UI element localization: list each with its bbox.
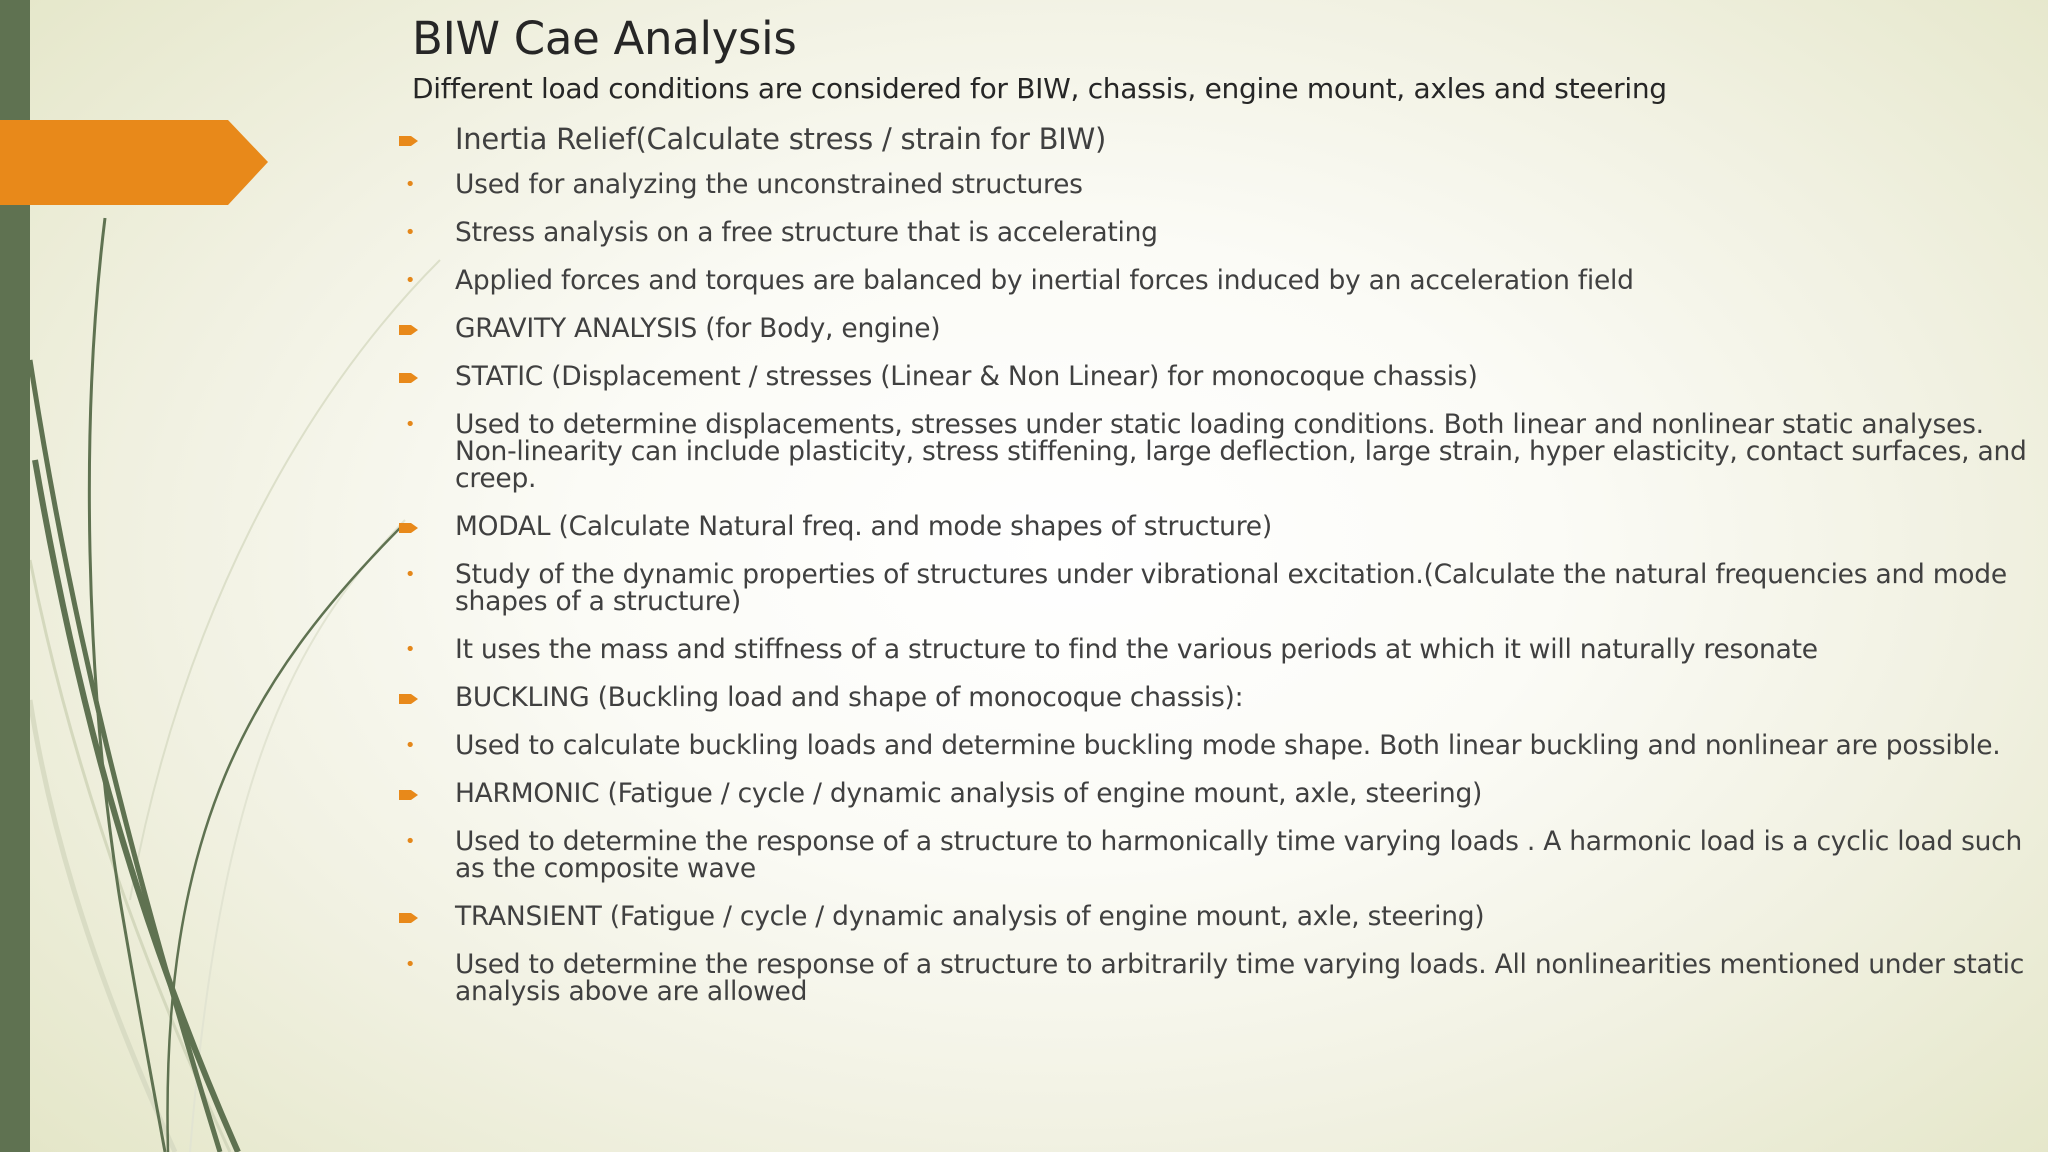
list-item: • Stress analysis on a free structure that is accelerating (390, 219, 2030, 246)
list-item: TRANSIENT (Fatigue / cycle / dynamic analysis of engine mount, axle, steering) (390, 903, 2030, 930)
arrow-bullet-icon (399, 372, 419, 384)
list-item: • It uses the mass and stiffness of a structure to find the various periods at which it will naturally resonate (390, 636, 2030, 663)
list-item: • Used for analyzing the unconstrained structures (390, 171, 2030, 198)
arrow-bullet-icon (399, 789, 419, 801)
arrow-bullet-icon (399, 324, 419, 336)
orange-arrow-tab (0, 120, 270, 205)
arrow-bullet-icon (399, 135, 419, 147)
list-item: • Used to determine displacements, stresses under static loading conditions. Both linear and nonlinear static analyses. Non-linearity can include plasticity, stress stiffening, large deflection, large strain, hyper elasticity, contact surfaces, and creep. (390, 411, 2030, 492)
list-item: • Used to determine the response of a structure to arbitrarily time varying loads. All nonlinearities mentioned under static analysis above are allowed (390, 951, 2030, 1005)
arrow-bullet-icon (399, 522, 419, 534)
bullet-list (390, 122, 2030, 1007)
slide-subtitle: Different load conditions are considered for BIW, chassis, engine mount, axles and steering (412, 72, 1667, 105)
dot-bullet-icon: • (404, 270, 416, 291)
dot-bullet-icon: • (404, 564, 416, 585)
dot-bullet-icon: • (404, 414, 416, 435)
list-item: Inertia Relief(Calculate stress / strain for BIW) (390, 126, 2030, 153)
list-item: BUCKLING (Buckling load and shape of monocoque chassis): (390, 684, 2030, 711)
slide-title: BIW Cae Analysis (412, 12, 797, 65)
arrow-bullet-icon (399, 912, 419, 924)
list-item: • Used to calculate buckling loads and determine buckling mode shape. Both linear buckling and nonlinear are possible. (390, 732, 2030, 759)
list-item: HARMONIC (Fatigue / cycle / dynamic analysis of engine mount, axle, steering) (390, 780, 2030, 807)
arrow-bullet-icon (399, 693, 419, 705)
dot-bullet-icon: • (404, 954, 416, 975)
list-item: MODAL (Calculate Natural freq. and mode shapes of structure) (390, 513, 2030, 540)
list-item: GRAVITY ANALYSIS (for Body, engine) (390, 315, 2030, 342)
dot-bullet-icon: • (404, 222, 416, 243)
dot-bullet-icon: • (404, 639, 416, 660)
dot-bullet-icon: • (404, 735, 416, 756)
dot-bullet-icon: • (404, 174, 416, 195)
dot-bullet-icon: • (404, 831, 416, 852)
list-item: • Used to determine the response of a structure to harmonically time varying loads . A harmonic load is a cyclic load such as the composite wave (390, 828, 2030, 882)
list-item: • Applied forces and torques are balanced by inertial forces induced by an acceleration field (390, 267, 2030, 294)
list-item: • Study of the dynamic properties of structures under vibrational excitation.(Calculate the natural frequencies and mode shapes of a structure) (390, 561, 2030, 615)
list-item: STATIC (Displacement / stresses (Linear & Non Linear) for monocoque chassis) (390, 363, 2030, 390)
